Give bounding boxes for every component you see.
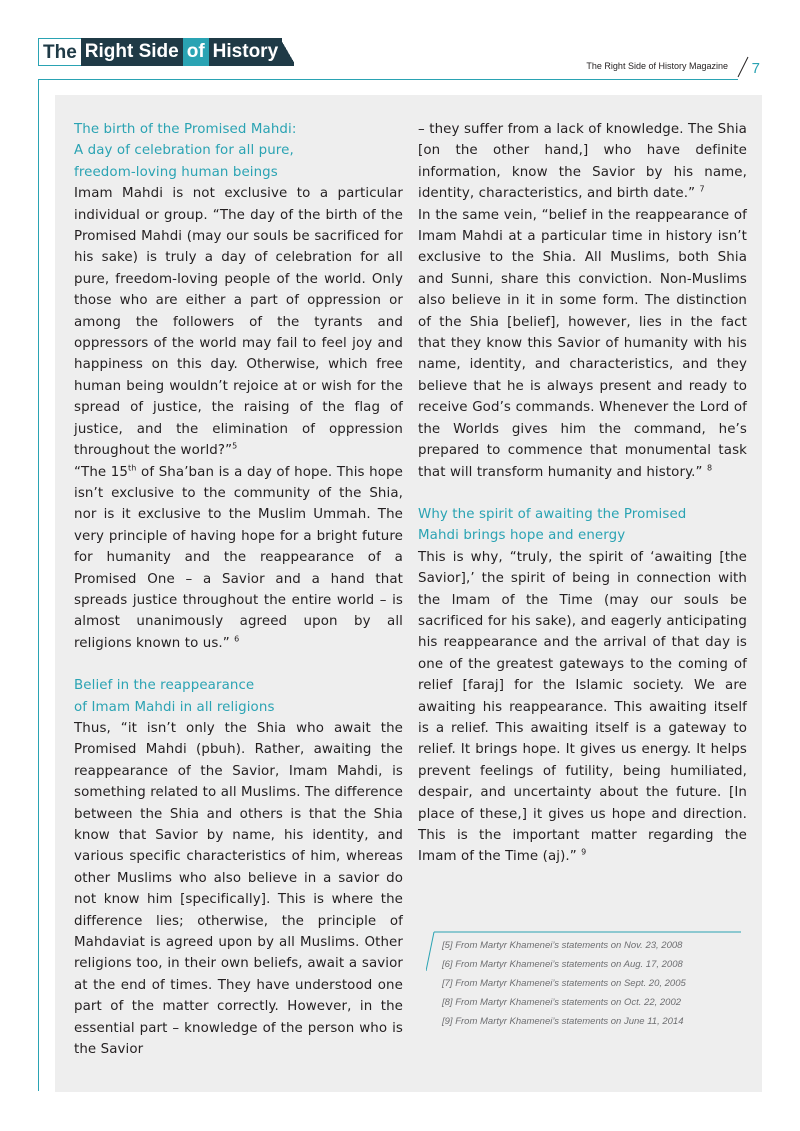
- logo-word-right-side: Right Side: [81, 38, 183, 66]
- logo-word-of: of: [183, 38, 209, 66]
- logo-word-the: The: [38, 38, 81, 66]
- paragraph: This is why, “truly, the spirit of ‘awaiting [the Savior],’ the spirit of being in connection with the Imam of the Time (may our souls be sacrificed for his sake), and eagerly anticipating his reappearance and the arrival of that day is one of the greatest gateways to the coming of relief [faraj] for the Islamic society. We are awaiting his reappearance. This awaiting itself is a relief. This awaiting itself is a gateway to relief. It brings hope. It gives us energy. It helps prevent feelings of futility, being humiliated, despair, and uncertainty about the future. [In place of these,] it gives us hope and direction. This is the important matter regarding the Imam of the Time (aj).” $^9$: [418, 549, 747, 865]
- footnotes: [442, 936, 742, 1031]
- section-heading-belief: Belief in the reappearance of Imam Mahdi in all religions: [74, 678, 275, 715]
- header-rule: [38, 79, 738, 80]
- footnote: [6] From Martyr Khamenei’s statements on Aug. 17, 2008: [442, 959, 683, 970]
- paragraph: – they suffer from a lack of knowledge. The Shia [on the other hand,] who have definite information, know the Savior by his name, identity, characteristics, and birth date.” $^7$: [418, 122, 747, 202]
- page-number: 7: [751, 60, 760, 77]
- section-heading-birth: The birth of the Promised Mahdi: A day of celebration for all pure, freedom-loving human beings: [74, 122, 297, 180]
- footnote-ref: 5: [232, 441, 238, 451]
- footnote: [8] From Martyr Khamenei’s statements on Oct. 22, 2002: [442, 997, 682, 1008]
- paragraph: “The 15th of Sha’ban is a day of hope. This hope isn’t exclusive to the community of the Shia, nor is it exclusive to the Muslim Ummah. The very principle of having hope for a bright future for humanity and the reappearance of a Promised One – a Savior and a hand that spreads justice throughout the entire world – is almost unanimously agreed upon by all religions known to us.” $^6$: [74, 463, 403, 651]
- footnote-ref: 8: [706, 463, 713, 473]
- logo-word-history: History: [209, 38, 282, 66]
- footnote-ref: 7: [699, 184, 705, 194]
- footnote: [7] From Martyr Khamenei’s statements on Sept. 20, 2005: [442, 978, 686, 989]
- paragraph: Imam Mahdi is not exclusive to a particular individual or group. “The day of the birth of the Promised Mahdi (may our souls be sacrificed for his sake) is truly a day of celebration for all pure, freedom-loving people of the world. Only those who are either a part of oppression or among the followers of the tyrants and oppressors of the world may fail to feel joy and happiness on this day. Otherwise, which free human being wouldn’t rejoice at or wish for the spread of justice, the raising of the flag of justice, and the elimination of oppression throughout the world?”$^5$: [74, 186, 403, 459]
- logo-slant-end: [282, 38, 294, 66]
- paragraph: Thus, “it isn’t only the Shia who await the Promised Mahdi (pbuh). Rather, awaiting the reappearance of the Savior, Imam Mahdi, is something related to all Muslims. The difference between the Shia and others is that the Shia know that Savior by name, his identity, and various specific characteristics of him, whereas other Muslims who also believe in a savior do not know him [specifically]. This is where the difference lies; otherwise, the principle of Mahdaviat is agreed upon by all Muslims. Other religions too, in their own beliefs, await a savior at the end of times. They have understood one part of the matter correctly. However, in the essential part – knowledge of the person who is the Savior: [74, 720, 403, 1058]
- right-column: [418, 119, 747, 868]
- paragraph: In the same vein, “belief in the reappearance of Imam Mahdi at a particular time in history isn’t exclusive to the Shia. All Muslims, both Shia and Sunni, share this conviction. Non-Muslims also believe in it in some form. The distinction of the Shia [belief], however, lies in the fact that they know this Savior of humanity with his name, identity, and characteristics, and they believe that he is always present and ready to receive God’s commands. Whenever the Lord of the Worlds gives him the command, he’s prepared to commence that monumental task that will transform humanity and history.” $^8$: [418, 207, 747, 480]
- slash-divider-icon: [736, 56, 750, 78]
- footnote-ref: 6: [234, 634, 240, 644]
- magazine-logo: [38, 38, 294, 66]
- footnote: [5] From Martyr Khamenei’s statements on Nov. 23, 2008: [442, 940, 683, 951]
- running-header-title: The Right Side of History Magazine: [586, 61, 728, 71]
- footnote: [9] From Martyr Khamenei’s statements on June 11, 2014: [442, 1016, 684, 1027]
- left-column: [74, 119, 403, 1060]
- footnote-ref: 9: [581, 847, 587, 857]
- margin-rule: [38, 79, 39, 1091]
- section-heading-awaiting: Why the spirit of awaiting the Promised Mahdi brings hope and energy: [418, 506, 687, 544]
